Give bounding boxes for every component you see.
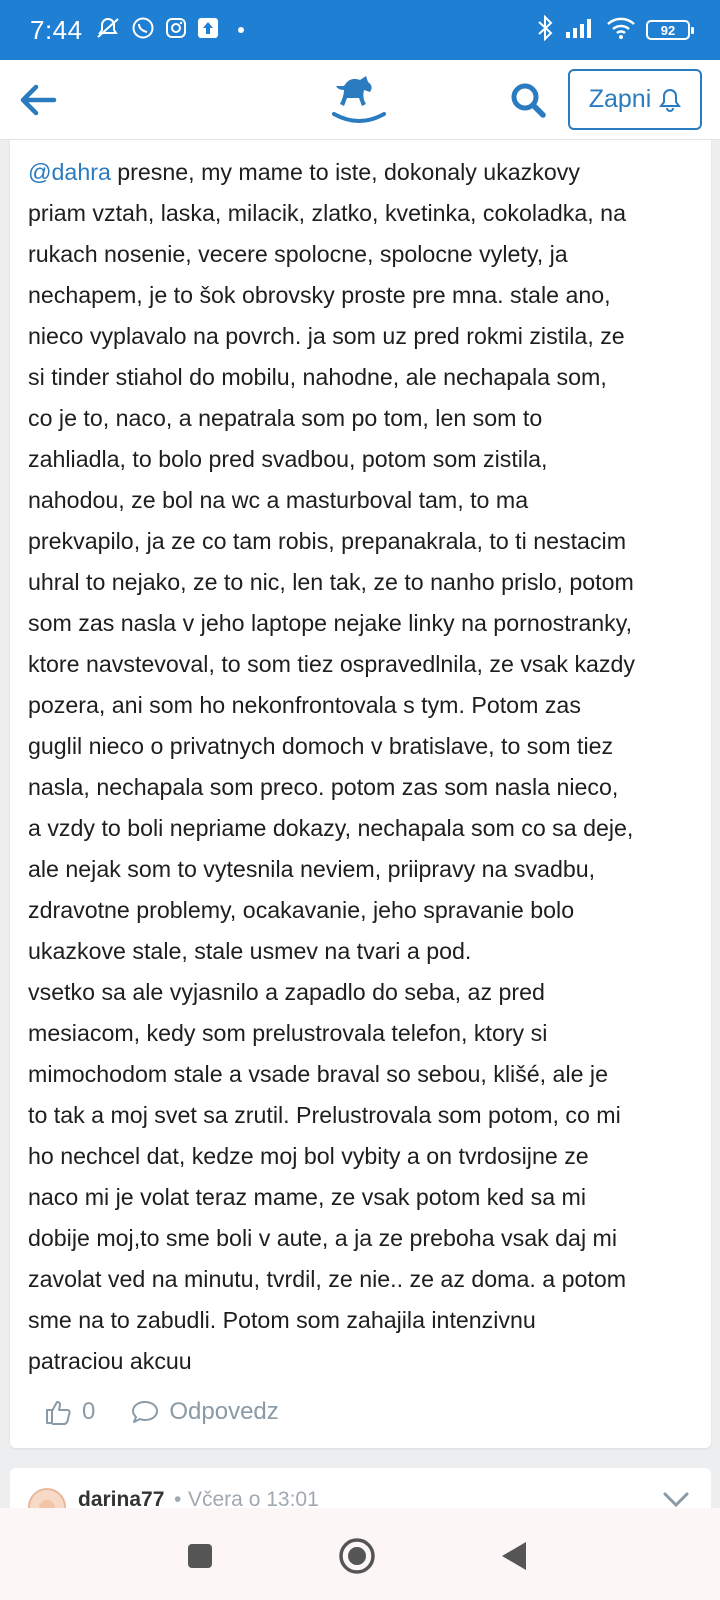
author-name[interactable]: darina77 — [78, 1488, 165, 1508]
mute-icon — [95, 16, 121, 45]
app-header — [0, 60, 720, 140]
rocking-horse-icon[interactable] — [330, 72, 388, 128]
comment-card — [10, 140, 711, 1448]
meta-separator: • — [174, 1488, 182, 1508]
notify-button[interactable] — [568, 69, 702, 130]
home-circle-icon — [337, 1536, 377, 1576]
search-icon — [508, 80, 548, 120]
recents-square-icon — [186, 1542, 214, 1570]
like-button[interactable] — [44, 1398, 95, 1426]
mention-link[interactable]: @dahra — [28, 159, 111, 185]
comment-timestamp: Včera o 13:01 — [188, 1488, 319, 1508]
avatar[interactable] — [28, 1488, 66, 1508]
thumbs-up-icon — [44, 1398, 72, 1426]
bell-icon — [659, 88, 681, 112]
comment-actions — [44, 1392, 279, 1432]
notify-button-label: Zapni — [588, 85, 652, 113]
reply-label: Odpovedz — [169, 1398, 279, 1425]
arrow-left-icon — [18, 82, 58, 118]
comment-body — [28, 152, 708, 1382]
upload-icon — [197, 17, 219, 44]
next-comment-card — [10, 1468, 711, 1508]
chevron-down-icon[interactable] — [662, 1490, 690, 1508]
speech-bubble-icon — [131, 1399, 159, 1425]
system-back-button[interactable] — [494, 1536, 534, 1576]
instagram-icon — [165, 17, 187, 44]
signal-icon — [564, 17, 596, 44]
system-nav-bar — [0, 1508, 720, 1600]
battery-level: 92 — [660, 22, 676, 38]
whatsapp-icon — [131, 16, 155, 45]
status-bar — [0, 0, 720, 60]
wifi-icon — [606, 16, 636, 45]
battery-icon — [646, 20, 690, 40]
search-button[interactable] — [506, 78, 550, 122]
comment-text: presne, my mame to iste, dokonaly ukazkovy priam vztah, laska, milacik, zlatko, kvetinka, cokoladka, na rukach nosenie, vecere spolocne, spolocne vylety, ja nechapem, je to šok obrovsky proste pre mna. stale ano, nieco vyplavalo na povrch. ja som uz pred rokmi zistila, ze si tinder stiahol do mobilu, nahodne, ale nechapala som, co je to, naco, a nepatrala som po tom, len som to zahliadla, to bolo pred svadbou, potom som zistila, nahodou, ze bol na wc a masturboval tam, to ma prekvapilo, ja ze co tam robis, prepanakrala, to ti nestacim uhral to nejako, ze to nic, len tak, ze to nanho prislo, potom som zas nasla v jeho laptope nejake linky na pornostranky, ktore navstevoval, to som tiez ospravedlnila, ze vsak kazdy pozera, ani som ho nekonfrontovala s tym. Potom zas guglil nieco o privatnych domoch v bratislave, to som tiez nasla, nechapala som preco. potom zas som nasla nieco, a vzdy to boli nepriame dokazy, nechapala som co sa deje, ale nejak som to vytesnila neviem, priipravy na svadbu, zdravotne problemy, ocakavanie, jeho spravanie bolo ukazkove stale, stale usmev na tvari a pod. vsetko sa ale vyjasnilo a zapadlo do seba, az pred mesiacom, kedy som prelustrovala telefon, ktory si mimochodom stale a vsade braval so sebou, klišé, ale je to tak a moj svet sa zrutil. Prelustrovala som potom, co mi ho nechcel dat, kedze moj bol vybity a on tvrdosijne ze naco mi je volat teraz mame, ze vsak potom ked sa mi dobije moj,to sme boli v aute, a ja ze preboha vsak daj mi zavolat ved na minutu, tvrdil, ze nie.. ze az doma. a potom sme na to zabudli. Potom som zahajila intenzivnu patraciou akcuu — [28, 159, 636, 1374]
reply-button[interactable] — [131, 1398, 278, 1426]
dot-icon — [237, 21, 245, 39]
home-button[interactable] — [337, 1536, 377, 1576]
bluetooth-icon — [536, 15, 554, 46]
back-button[interactable] — [16, 78, 60, 122]
back-triangle-icon — [500, 1540, 528, 1572]
status-time: 7:44 — [30, 14, 83, 45]
recents-button[interactable] — [180, 1536, 220, 1576]
like-count: 0 — [82, 1398, 96, 1425]
